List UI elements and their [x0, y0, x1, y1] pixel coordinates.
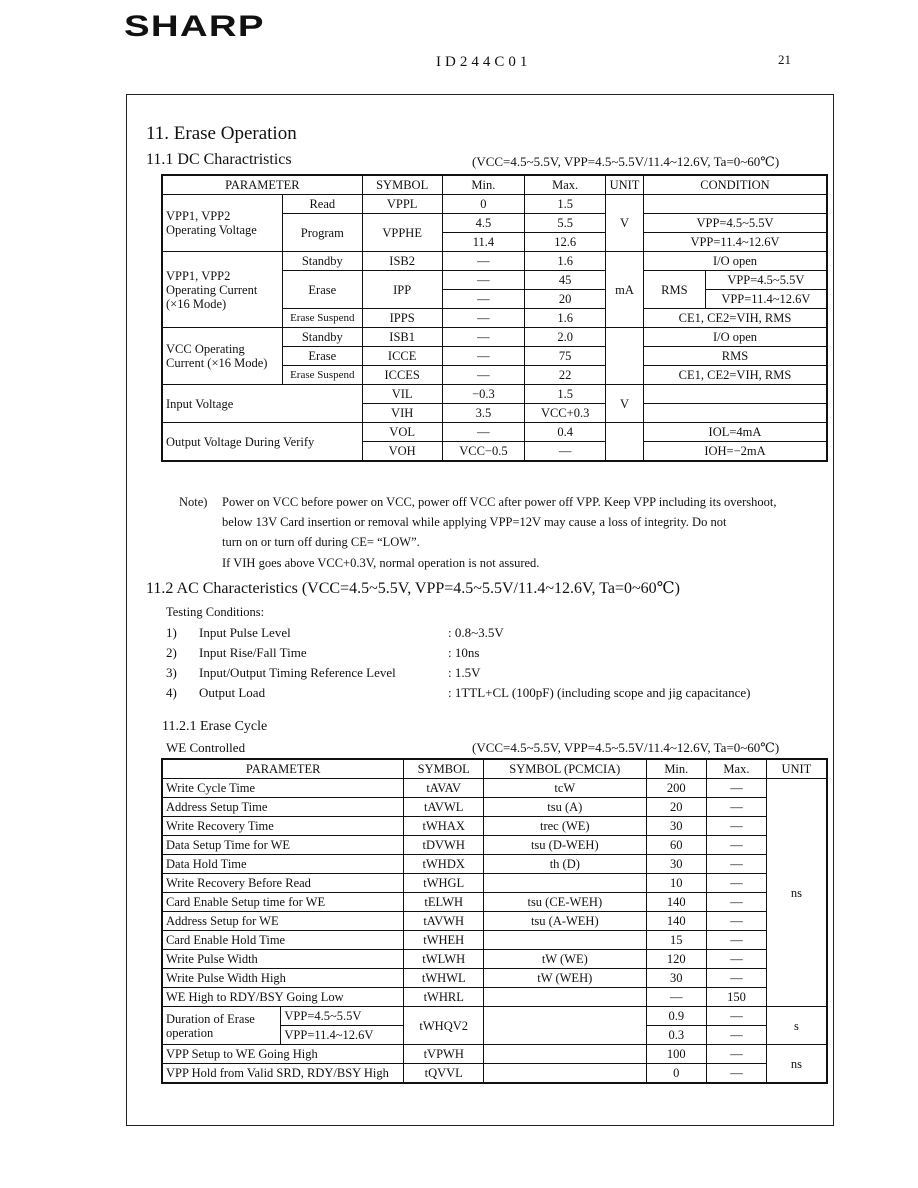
vcc-erase-label: Erase	[282, 347, 362, 366]
ec-min: 20	[646, 798, 707, 817]
vpp-setup-min: 100	[646, 1045, 707, 1064]
test-1-value: : 0.8~3.5V	[448, 625, 504, 640]
ec-pcmcia: th (D)	[484, 855, 646, 874]
ec-header-max: Max.	[707, 759, 767, 779]
vpp-hold-symbol: tQVVL	[404, 1064, 484, 1084]
table-row	[162, 779, 827, 798]
ec-max: —	[707, 969, 767, 988]
unit-v-1: V	[606, 195, 644, 252]
erase-suspend-condition: CE1, CE2=VIH, RMS	[643, 309, 827, 328]
ac-title: 11.2 AC Characteristics (VCC=4.5~5.5V, VPP=4.5~5.5V/11.4~12.6V, Ta=0~60℃)	[146, 580, 680, 597]
duration-min-a: 0.9	[646, 1007, 707, 1026]
vil-max: 1.5	[525, 385, 606, 404]
test-4-num: 4)	[166, 685, 177, 700]
dc-header-row	[162, 175, 827, 195]
unit-v-2: V	[606, 385, 644, 423]
voh-min: VCC−0.5	[442, 442, 525, 462]
ec-min: 120	[646, 950, 707, 969]
ec-param: Card Enable Hold Time	[162, 931, 404, 950]
erase-cycle-subtitle: WE Controlled	[166, 740, 246, 755]
ec-param: Write Cycle Time	[162, 779, 404, 798]
dc-header-parameter: PARAMETER	[162, 175, 362, 195]
ec-max: —	[707, 931, 767, 950]
duration-label: Duration of Erase operation	[162, 1007, 281, 1045]
vcc-erase-suspend-condition: CE1, CE2=VIH, RMS	[643, 366, 827, 385]
ec-max: —	[707, 855, 767, 874]
ec-header-unit: UNIT	[766, 759, 827, 779]
ec-pcmcia: tsu (A-WEH)	[484, 912, 646, 931]
ec-param: Write Pulse Width	[162, 950, 404, 969]
ec-min: —	[646, 988, 707, 1007]
standby-label: Standby	[282, 252, 362, 271]
ec-header-symbol: SYMBOL	[404, 759, 484, 779]
ec-header-min: Min.	[646, 759, 707, 779]
test-3-num: 3)	[166, 665, 177, 680]
vpp-hold-max: —	[707, 1064, 767, 1084]
dc-table	[161, 174, 828, 462]
vcc-standby-condition: I/O open	[643, 328, 827, 347]
dc-header-unit: UNIT	[606, 175, 644, 195]
vih-symbol: VIH	[362, 404, 442, 423]
dc-header-condition: CONDITION	[643, 175, 827, 195]
erase-condition-a: VPP=4.5~5.5V	[705, 271, 827, 290]
voh-condition: IOH=−2mA	[643, 442, 827, 462]
erase-condition-b: VPP=11.4~12.6V	[705, 290, 827, 309]
erase-suspend-min: —	[442, 309, 525, 328]
ec-min: 200	[646, 779, 707, 798]
ec-max: —	[707, 950, 767, 969]
ec-symbol: tDVWH	[404, 836, 484, 855]
read-max: 1.5	[525, 195, 606, 214]
ec-param: Address Setup for WE	[162, 912, 404, 931]
unit-blank-vcc	[606, 328, 644, 385]
ec-min: 15	[646, 931, 707, 950]
ec-param: Write Recovery Time	[162, 817, 404, 836]
erase-suspend-max: 1.6	[525, 309, 606, 328]
vil-symbol: VIL	[362, 385, 442, 404]
ec-symbol: tAVWL	[404, 798, 484, 817]
table-row	[162, 912, 827, 931]
erase-cycle-conditions: (VCC=4.5~5.5V, VPP=4.5~5.5V/11.4~12.6V, Ta=0~60℃)	[472, 740, 780, 755]
erase-symbol: IPP	[362, 271, 442, 309]
table-row	[162, 1007, 827, 1026]
program-max-a: 5.5	[525, 214, 606, 233]
ec-symbol: tELWH	[404, 893, 484, 912]
ec-min: 30	[646, 855, 707, 874]
ec-symbol: tWHWL	[404, 969, 484, 988]
document-id: ID244C01	[436, 54, 532, 70]
program-min-a: 4.5	[442, 214, 525, 233]
duration-max-b: —	[707, 1026, 767, 1045]
ec-param: Data Setup Time for WE	[162, 836, 404, 855]
ec-max: —	[707, 836, 767, 855]
ec-pcmcia: trec (WE)	[484, 817, 646, 836]
vih-min: 3.5	[442, 404, 525, 423]
page-number: 21	[778, 52, 791, 67]
ec-param: Write Recovery Before Read	[162, 874, 404, 893]
vcc-erase-suspend-label: Erase Suspend	[282, 366, 362, 385]
param-vpp-op-voltage: VPP1, VPP2 Operating Voltage	[162, 195, 282, 252]
note-line-1: Power on VCC before power on VCC, power off VCC after power off VPP. Keep VPP including its overshoot,	[222, 495, 777, 509]
standby-min: —	[442, 252, 525, 271]
table-row	[162, 836, 827, 855]
test-4-value: : 1TTL+CL (100pF) (including scope and jig capacitance)	[448, 685, 751, 700]
note-line-4: If VIH goes above VCC+0.3V, normal operation is not assured.	[222, 556, 540, 570]
dc-header-symbol: SYMBOL	[362, 175, 442, 195]
ec-min: 60	[646, 836, 707, 855]
test-1-num: 1)	[166, 625, 177, 640]
duration-symbol: tWHQV2	[404, 1007, 484, 1045]
ec-max: —	[707, 912, 767, 931]
vcc-standby-label: Standby	[282, 328, 362, 347]
ec-symbol: tAVWH	[404, 912, 484, 931]
dc-title: 11.1 DC Charactristics	[146, 151, 292, 168]
program-condition-b: VPP=11.4~12.6V	[643, 233, 827, 252]
ec-max: —	[707, 874, 767, 893]
vih-max: VCC+0.3	[525, 404, 606, 423]
unit-ma: mA	[606, 252, 644, 328]
vpp-setup-symbol: tVPWH	[404, 1045, 484, 1064]
vil-min: −0.3	[442, 385, 525, 404]
table-row	[162, 931, 827, 950]
vcc-erase-max: 75	[525, 347, 606, 366]
ec-min: 140	[646, 893, 707, 912]
param-vpp-op-current: VPP1, VPP2 Operating Current (×16 Mode)	[162, 252, 282, 328]
table-row	[162, 950, 827, 969]
ec-min: 140	[646, 912, 707, 931]
ec-param: Address Setup Time	[162, 798, 404, 817]
vpp-unit-ns: ns	[766, 1045, 827, 1084]
table-row	[162, 798, 827, 817]
ec-min: 10	[646, 874, 707, 893]
ec-max: 150	[707, 988, 767, 1007]
ec-pcmcia: tsu (CE-WEH)	[484, 893, 646, 912]
ec-param: Write Pulse Width High	[162, 969, 404, 988]
param-vcc-op-current: VCC Operating Current (×16 Mode)	[162, 328, 282, 385]
vol-condition: IOL=4mA	[643, 423, 827, 442]
ec-pcmcia: tsu (A)	[484, 798, 646, 817]
vcc-erase-suspend-min: —	[442, 366, 525, 385]
ec-max: —	[707, 798, 767, 817]
vcc-erase-suspend-max: 22	[525, 366, 606, 385]
param-output-voltage: Output Voltage During Verify	[162, 423, 362, 462]
ec-min: 30	[646, 969, 707, 988]
erase-suspend-symbol: IPPS	[362, 309, 442, 328]
dc-conditions: (VCC=4.5~5.5V, VPP=4.5~5.5V/11.4~12.6V, Ta=0~60℃)	[472, 154, 780, 169]
note-label: Note)	[179, 495, 208, 509]
standby-condition: I/O open	[643, 252, 827, 271]
test-1-name: Input Pulse Level	[199, 625, 291, 640]
vcc-standby-symbol: ISB1	[362, 328, 442, 347]
ec-max: —	[707, 817, 767, 836]
vcc-erase-symbol: ICCE	[362, 347, 442, 366]
table-row	[162, 893, 827, 912]
ec-pcmcia: tW (WE)	[484, 950, 646, 969]
table-row	[162, 988, 827, 1007]
read-label: Read	[282, 195, 362, 214]
test-2-value: : 10ns	[448, 645, 480, 660]
ec-symbol: tWHGL	[404, 874, 484, 893]
vcc-erase-condition: RMS	[643, 347, 827, 366]
vol-min: —	[442, 423, 525, 442]
vcc-erase-min: —	[442, 347, 525, 366]
test-4-name: Output Load	[199, 685, 266, 700]
vcc-standby-min: —	[442, 328, 525, 347]
param-input-voltage: Input Voltage	[162, 385, 362, 423]
program-symbol: VPPHE	[362, 214, 442, 252]
duration-sub-a: VPP=4.5~5.5V	[281, 1007, 404, 1026]
note-line-3: turn on or turn off during CE= “LOW”.	[222, 535, 420, 549]
ec-header-parameter: PARAMETER	[162, 759, 404, 779]
erase-min-a: —	[442, 271, 525, 290]
duration-min-b: 0.3	[646, 1026, 707, 1045]
ec-param: WE High to RDY/BSY Going Low	[162, 988, 404, 1007]
voh-max: —	[525, 442, 606, 462]
ec-header-row	[162, 759, 827, 779]
program-max-b: 12.6	[525, 233, 606, 252]
vpp-hold-pcmcia	[484, 1064, 646, 1084]
table-row	[162, 874, 827, 893]
table-row	[162, 1064, 827, 1084]
erase-cycle-title: 11.2.1 Erase Cycle	[162, 719, 268, 734]
standby-max: 1.6	[525, 252, 606, 271]
unit-blank-output	[606, 423, 644, 462]
ec-header-symbol-pcmcia: SYMBOL (PCMCIA)	[484, 759, 646, 779]
erase-cycle-table	[161, 758, 828, 1084]
ec-symbol: tWHAX	[404, 817, 484, 836]
vol-symbol: VOL	[362, 423, 442, 442]
read-condition	[643, 195, 827, 214]
ec-param: Data Hold Time	[162, 855, 404, 874]
ec-pcmcia: tsu (D-WEH)	[484, 836, 646, 855]
vpp-setup-param: VPP Setup to WE Going High	[162, 1045, 404, 1064]
vcc-standby-max: 2.0	[525, 328, 606, 347]
dc-header-min: Min.	[442, 175, 525, 195]
vpp-setup-max: —	[707, 1045, 767, 1064]
duration-max-a: —	[707, 1007, 767, 1026]
program-condition-a: VPP=4.5~5.5V	[643, 214, 827, 233]
program-min-b: 11.4	[442, 233, 525, 252]
vpp-hold-min: 0	[646, 1064, 707, 1084]
erase-max-a: 45	[525, 271, 606, 290]
vpp-setup-pcmcia	[484, 1045, 646, 1064]
ec-max: —	[707, 893, 767, 912]
read-min: 0	[442, 195, 525, 214]
ec-symbol: tWHRL	[404, 988, 484, 1007]
sharp-logo: SHARP	[124, 10, 265, 43]
erase-label: Erase	[282, 271, 362, 309]
section-title: 11. Erase Operation	[146, 123, 297, 144]
ec-min: 30	[646, 817, 707, 836]
erase-max-b: 20	[525, 290, 606, 309]
standby-symbol: ISB2	[362, 252, 442, 271]
ec-symbol: tWLWH	[404, 950, 484, 969]
voh-symbol: VOH	[362, 442, 442, 462]
ec-symbol: tAVAV	[404, 779, 484, 798]
erase-min-b: —	[442, 290, 525, 309]
ec-param: Card Enable Setup time for WE	[162, 893, 404, 912]
vih-condition	[643, 404, 827, 423]
table-row	[162, 817, 827, 836]
ec-max: —	[707, 779, 767, 798]
dc-header-max: Max.	[525, 175, 606, 195]
read-symbol: VPPL	[362, 195, 442, 214]
program-label: Program	[282, 214, 362, 252]
ec-unit-ns: ns	[766, 779, 827, 1007]
erase-suspend-label: Erase Suspend	[282, 309, 362, 328]
duration-unit: s	[766, 1007, 827, 1045]
test-3-value: : 1.5V	[448, 665, 481, 680]
testing-conditions-label: Testing Conditions:	[166, 605, 265, 619]
test-3-name: Input/Output Timing Reference Level	[199, 665, 396, 680]
vcc-erase-suspend-symbol: ICCES	[362, 366, 442, 385]
ec-symbol: tWHEH	[404, 931, 484, 950]
vil-condition	[643, 385, 827, 404]
ec-pcmcia	[484, 931, 646, 950]
vol-max: 0.4	[525, 423, 606, 442]
test-2-num: 2)	[166, 645, 177, 660]
test-2-name: Input Rise/Fall Time	[199, 645, 307, 660]
note-line-2: below 13V Card insertion or removal while applying VPP=12V may cause a loss of integrity. Do not	[222, 515, 727, 529]
ec-symbol: tWHDX	[404, 855, 484, 874]
ec-pcmcia	[484, 988, 646, 1007]
duration-sub-b: VPP=11.4~12.6V	[281, 1026, 404, 1045]
duration-pcmcia	[484, 1007, 646, 1045]
table-row	[162, 1045, 827, 1064]
ec-pcmcia: tcW	[484, 779, 646, 798]
erase-rms: RMS	[643, 271, 705, 309]
ec-pcmcia	[484, 874, 646, 893]
table-row	[162, 969, 827, 988]
table-row	[162, 855, 827, 874]
vpp-hold-param: VPP Hold from Valid SRD, RDY/BSY High	[162, 1064, 404, 1084]
ec-pcmcia: tW (WEH)	[484, 969, 646, 988]
